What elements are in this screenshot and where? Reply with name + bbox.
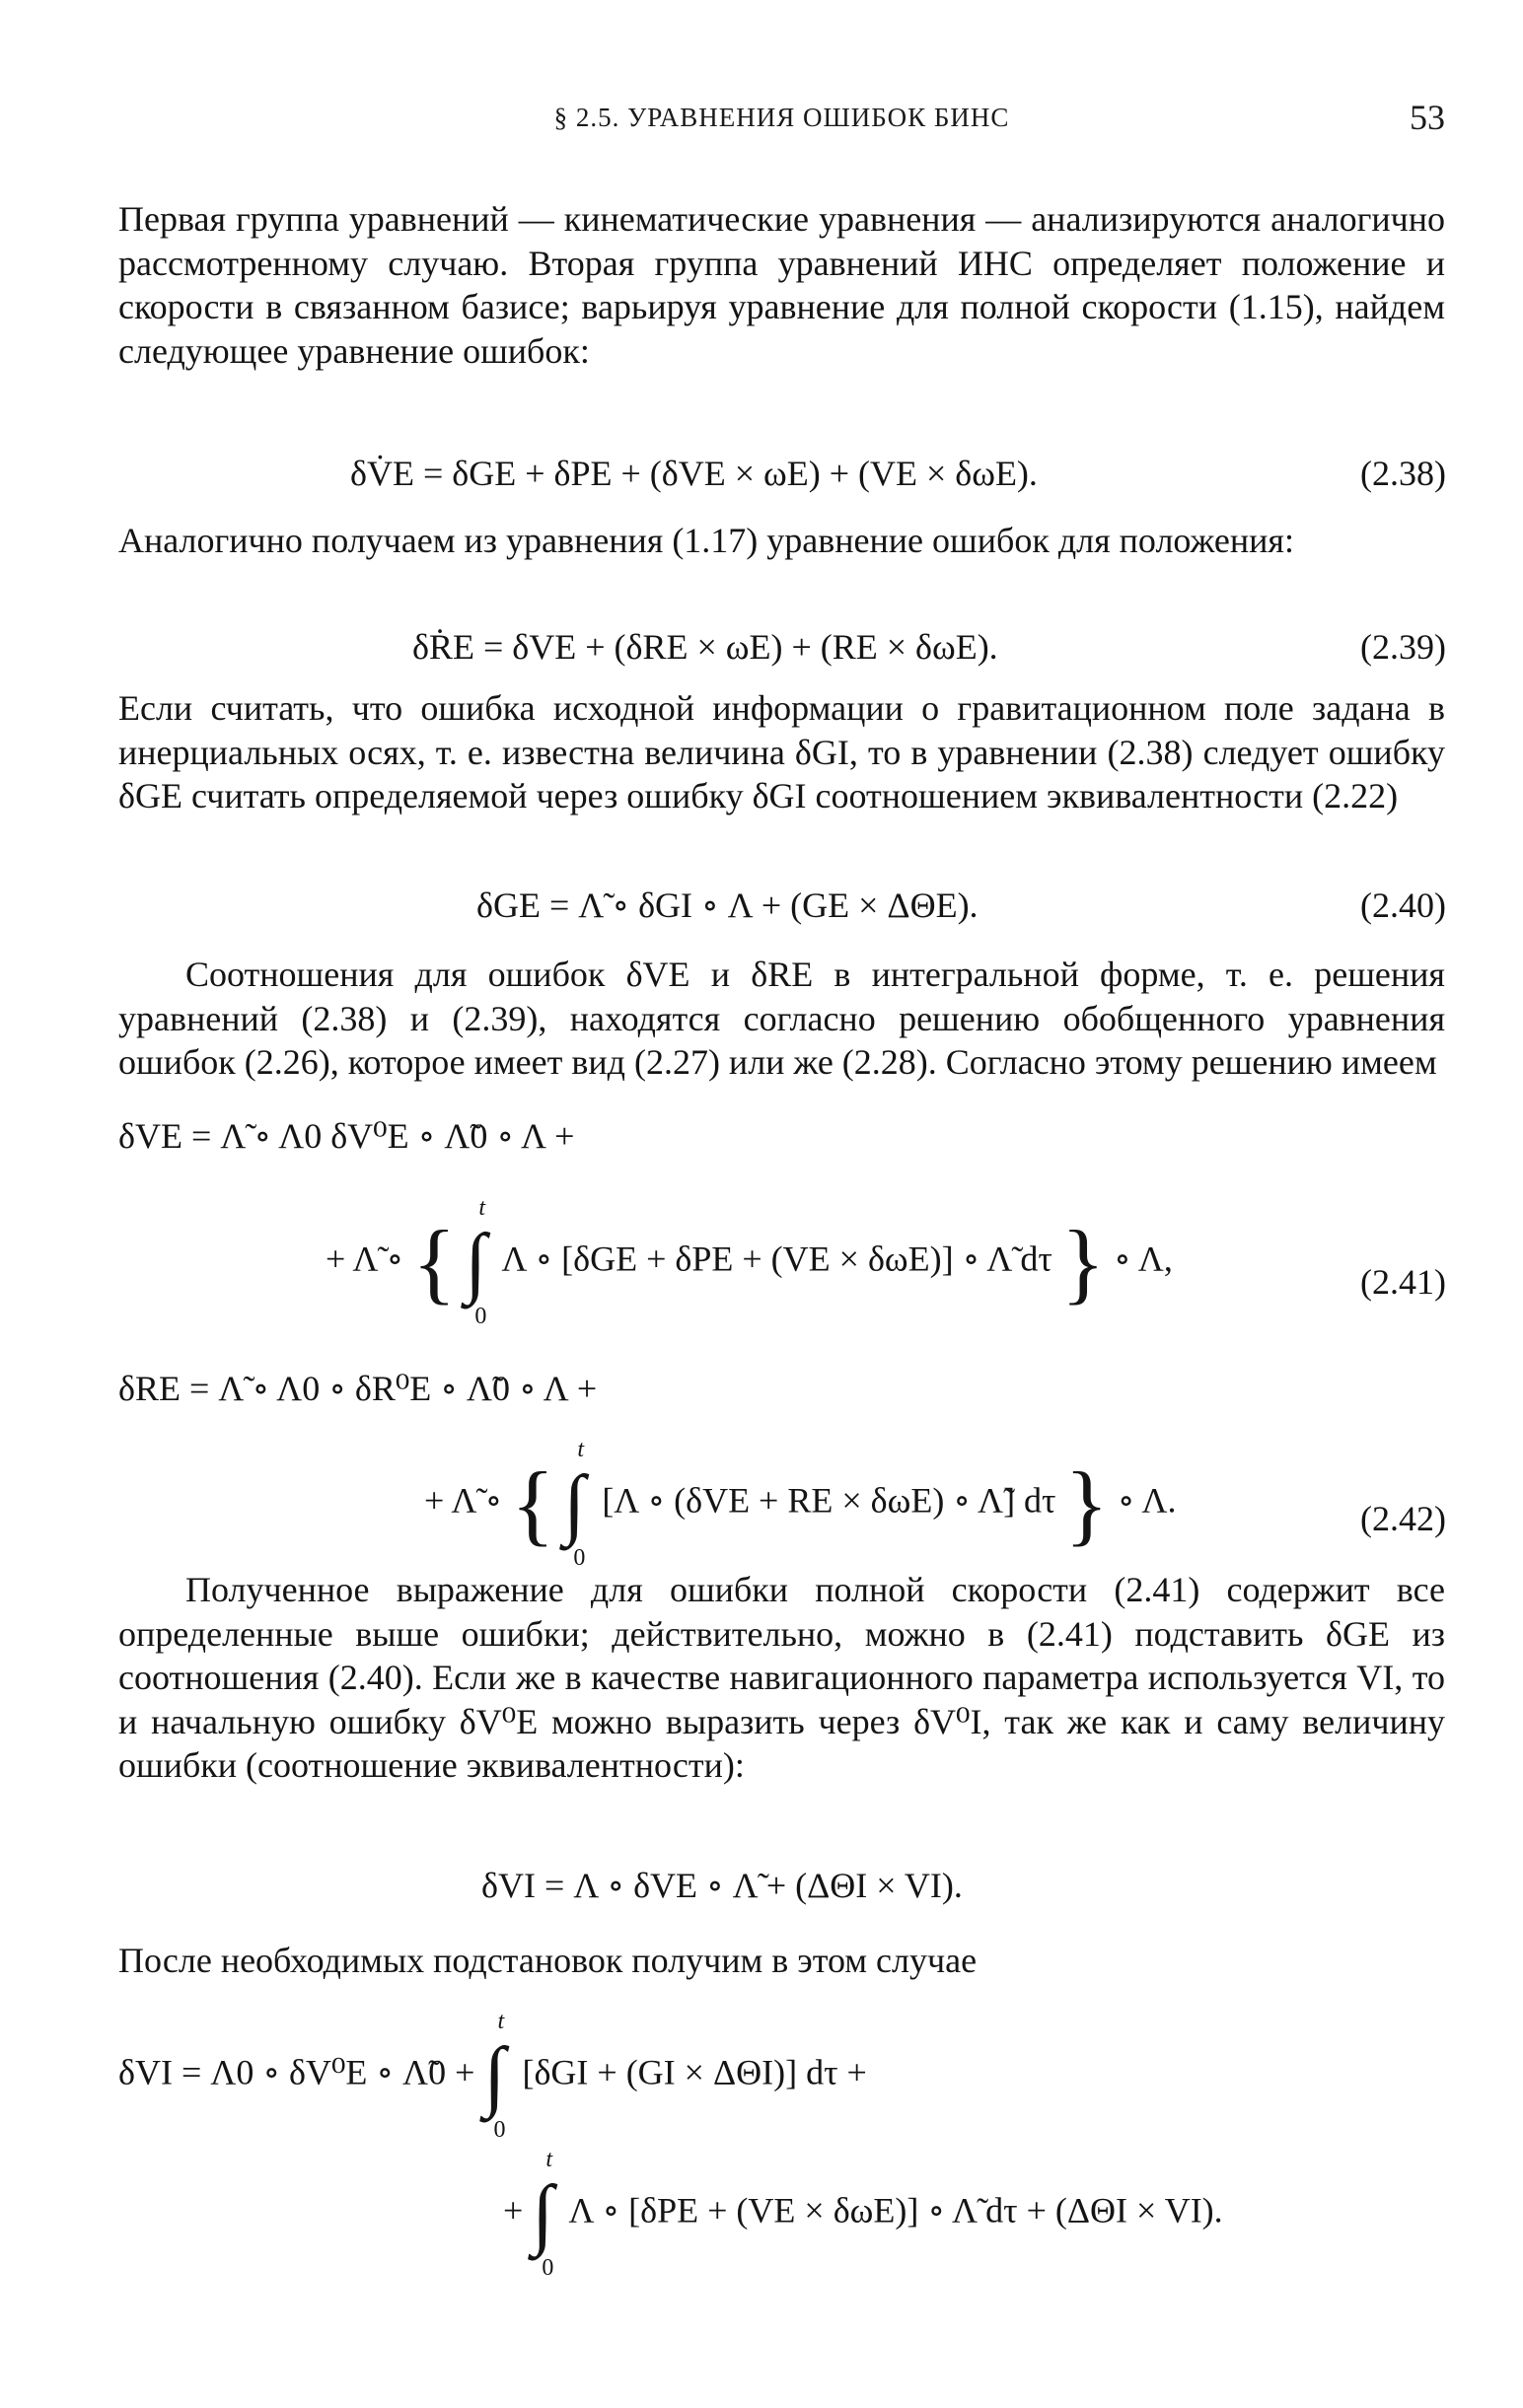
final-line2-prefix: + [503,2190,524,2231]
integral-upper-limit: t [478,1195,485,1221]
paragraph-3: Если считать, что ошибка исходной информации о гравитационном поле задана в инерциальных осях, т. е. известна величина δGI, то в уравнении (2.38) следует ошибку δGE считать определяемой через ошибку δGI соотношением эквивалентности (2.22) [118,688,1445,815]
equation-final-line-2 [503,2147,1223,2281]
page-number: 53 [1410,98,1445,137]
equation-2-42-line-2 [424,1437,1177,1571]
integral-sign: ∫ t 0 [483,2021,513,2130]
equation-number-2-38: (2.38) [1360,454,1446,493]
eq242-suffix: ∘ Λ. [1117,1480,1177,1521]
left-brace: { [511,1453,555,1554]
integral-sign: ∫ t 0 [465,1208,494,1316]
integral-lower-limit: 0 [542,2255,554,2281]
eq241-prefix: + Λ̃ ∘ [326,1239,404,1279]
equation-2-39: δṘE = δVE + (δRE × ωE) + (RE × δωE). [412,627,998,667]
equation-number-2-42: (2.42) [1360,1499,1446,1538]
equation-number-2-41: (2.41) [1360,1262,1446,1302]
integral-lower-limit: 0 [474,1304,487,1329]
integral-upper-limit: t [577,1437,584,1462]
equation-2-41-line-2 [326,1195,1173,1329]
equation-final-line-1 [118,2009,867,2143]
running-header [118,97,1445,152]
paragraph-1: Первая группа уравнений — кинематические уравнения — анализируются аналогично рассмотренному случаю. Вторая группа уравнений ИНС определяет положение и скорости в связанном базисе; варьируя уравнение для полной скорости (1.15), найдем следующее уравнение ошибок: [118,199,1445,371]
integral-sign: ∫ t 0 [532,2160,561,2268]
right-brace: } [1064,1453,1109,1554]
equation-number-2-39: (2.39) [1360,627,1446,667]
equation-2-41-line-1: δVE = Λ̃ ∘ Λ0 δV⁰E ∘ Λ̃0 ∘ Λ + [118,1116,575,1156]
final-line1-prefix: δVI = Λ0 ∘ δV⁰E ∘ Λ̃0 + [118,2052,475,2092]
paragraph-6: После необходимых подстановок получим в этом случае [118,1941,978,1980]
section-title: § 2.5. УРАВНЕНИЯ ОШИБОК БИНС [553,103,1010,132]
right-brace: } [1060,1212,1106,1312]
integral-lower-limit: 0 [573,1545,586,1571]
paragraph-5: Полученное выражение для ошибки полной скорости (2.41) содержит все определенные выше ошибки; действительно, можно в (2.41) подставить δGE из соотношения (2.40). Если же в качестве навигационного параметра используется VI, то и начальную ошибку δV⁰E можно выразить через δV⁰I, так же как и саму величину ошибки (соотношение эквивалентности): [118,1570,1445,1785]
equation-2-40: δGE = Λ̃ ∘ δGI ∘ Λ + (GE × ΔΘE). [476,885,979,925]
paragraph-4: Соотношения для ошибок δVE и δRE в интегральной форме, т. е. решения уравнений (2.38) и (2.39), находятся согласно решению обобщенного уравнения ошибок (2.26), которое имеет вид (2.27) или же (2.28). Согласно этому решению имеем [118,955,1445,1082]
integral-sign: ∫ t 0 [563,1450,593,1558]
equation-2-38: δV̇E = δGE + δPE + (δVE × ωE) + (VE × δωE). [350,454,1038,493]
final-line2-integrand: Λ ∘ [δPE + (VE × δωE)] ∘ Λ̃ dτ + (ΔΘI × VI). [568,2190,1223,2231]
equation-2-42-line-1: δRE = Λ̃ ∘ Λ0 ∘ δR⁰E ∘ Λ̃0 ∘ Λ + [118,1369,598,1408]
integral-upper-limit: t [545,2147,552,2172]
eq241-suffix: ∘ Λ, [1114,1239,1173,1279]
paragraph-2: Аналогично получаем из уравнения (1.17) уравнение ошибок для положения: [118,521,1294,560]
equation-vi-equivalence: δVI = Λ ∘ δVE ∘ Λ̃ + (ΔΘI × VI). [481,1866,963,1905]
equation-number-2-40: (2.40) [1360,885,1446,925]
left-brace: { [412,1212,457,1312]
eq242-prefix: + Λ̃ ∘ [424,1480,503,1521]
final-line1-integrand: [δGI + (GI × ΔΘI)] dτ + [522,2052,867,2092]
integral-upper-limit: t [497,2009,505,2034]
eq242-integrand: [Λ ∘ (δVE + RE × δωE) ∘ Λ̃] dτ [602,1480,1056,1521]
eq241-integrand: Λ ∘ [δGE + δPE + (VE × δωE)] ∘ Λ̃ dτ [501,1239,1052,1279]
integral-lower-limit: 0 [493,2117,506,2143]
